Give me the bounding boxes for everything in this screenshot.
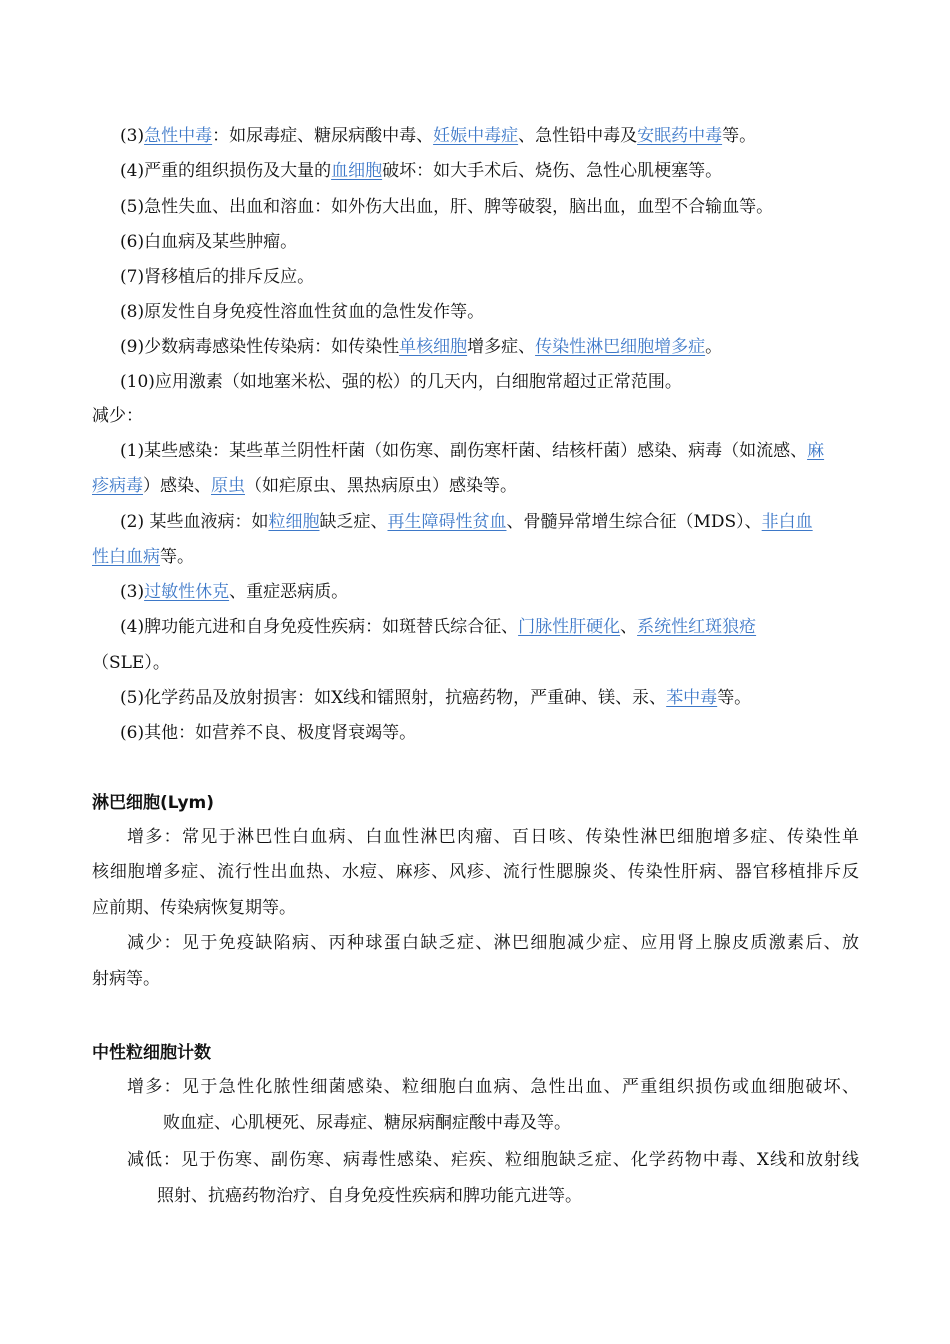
- link-anaphylactic-shock[interactable]: 过敏性休克: [144, 582, 230, 602]
- lymphocyte-increase-line3: 应前期、传染病恢复期等。: [92, 898, 296, 918]
- decrease-item-1-line2: 疹病毒）感染、原虫（如疟原虫、黑热病原虫）感染等。: [92, 476, 517, 496]
- link-aleukemic-part1[interactable]: 非白血: [761, 512, 813, 532]
- lymphocyte-decrease-line1: 减少：见于免疫缺陷病、丙种球蛋白缺乏症、淋巴细胞减少症、应用肾上腺皮质激素后、放: [127, 933, 859, 953]
- increase-item-9: (9)少数病毒感染性传染病：如传染性单核细胞增多症、传染性淋巴细胞增多症。: [120, 337, 723, 357]
- increase-item-8: (8)原发性自身免疫性溶血性贫血的急性发作等。: [120, 302, 485, 322]
- decrease-item-4-line1: (4)脾功能亢进和自身免疫性疾病：如斑替氏综合征、门脉性肝硬化、系统性红斑狼疮: [120, 617, 757, 637]
- link-benzene-poisoning[interactable]: 苯中毒: [666, 688, 718, 708]
- decrease-item-2-line1: (2) 某些血液病：如粒细胞缺乏症、再生障碍性贫血、骨髓异常增生综合征（MDS）、非白血: [120, 512, 813, 532]
- increase-item-10: (10)应用激素（如地塞米松、强的松）的几天内，白细胞常超过正常范围。: [120, 372, 682, 392]
- decrease-item-5: (5)化学药品及放射损害：如X线和镭照射，抗癌药物，严重砷、镁、汞、苯中毒等。: [120, 688, 752, 708]
- link-measles-virus-part1[interactable]: 麻: [807, 441, 825, 461]
- link-granulocyte[interactable]: 粒细胞: [268, 512, 320, 532]
- increase-item-4: (4)严重的组织损伤及大量的血细胞破坏：如大手术后、烧伤、急性心肌梗塞等。: [120, 161, 723, 181]
- link-portal-cirrhosis[interactable]: 门脉性肝硬化: [518, 617, 621, 637]
- link-blood-cells[interactable]: 血细胞: [331, 161, 383, 181]
- link-monocyte[interactable]: 单核细胞: [399, 337, 468, 357]
- link-acute-poisoning[interactable]: 急性中毒: [144, 126, 213, 146]
- neutrophil-increase-line2: 败血症、心肌梗死、尿毒症、糖尿病酮症酸中毒及等。: [163, 1113, 571, 1133]
- lymphocyte-decrease-line2: 射病等。: [92, 969, 160, 989]
- decrease-item-4-line2: （SLE）。: [92, 653, 170, 673]
- link-protozoa[interactable]: 原虫: [211, 476, 245, 496]
- link-measles-virus-part2[interactable]: 疹病毒: [92, 476, 143, 496]
- neutrophil-decrease-line1: 减低：见于伤寒、副伤寒、病毒性感染、疟疾、粒细胞缺乏症、化学药物中毒、X线和放射线: [127, 1150, 859, 1170]
- lymphocyte-increase-line2: 核细胞增多症、流行性出血热、水痘、麻疹、风疹、流行性腮腺炎、传染性肝病、器官移植排斥反: [92, 862, 859, 882]
- decrease-label: 减少：: [92, 406, 143, 426]
- link-aplastic-anemia[interactable]: 再生障碍性贫血: [387, 512, 507, 532]
- decrease-item-3: (3)过敏性休克、重症恶病质。: [120, 582, 349, 602]
- increase-item-6: (6)白血病及某些肿瘤。: [120, 232, 298, 252]
- decrease-item-1-line1: (1)某些感染：某些革兰阴性杆菌（如伤寒、副伤寒杆菌、结核杆菌）感染、病毒（如流感、麻: [120, 441, 825, 461]
- lymphocyte-increase-line1: 增多：常见于淋巴性白血病、白血性淋巴肉瘤、百日咳、传染性淋巴细胞增多症、传染性单: [127, 827, 859, 847]
- link-infectious-lymphocytosis[interactable]: 传染性淋巴细胞增多症: [535, 337, 706, 357]
- link-aleukemic-part2[interactable]: 性白血病: [92, 547, 160, 567]
- lymphocyte-heading: 淋巴细胞(Lym): [92, 793, 215, 813]
- neutrophil-increase-line1: 增多：见于急性化脓性细菌感染、粒细胞白血病、急性出血、严重组织损伤或血细胞破坏、: [127, 1077, 859, 1097]
- link-pregnancy-toxemia[interactable]: 妊娠中毒症: [433, 126, 519, 146]
- decrease-item-6: (6)其他：如营养不良、极度肾衰竭等。: [120, 723, 417, 743]
- increase-item-7: (7)肾移植后的排斥反应。: [120, 267, 315, 287]
- link-sle[interactable]: 系统性红斑狼疮: [637, 617, 757, 637]
- neutrophil-decrease-line2: 照射、抗癌药物治疗、自身免疫性疾病和脾功能亢进等。: [157, 1186, 582, 1206]
- increase-item-3: (3)急性中毒：如尿毒症、糖尿病酸中毒、妊娠中毒症、急性铅中毒及安眠药中毒等。: [120, 126, 757, 146]
- link-sedative-poisoning[interactable]: 安眠药中毒: [637, 126, 723, 146]
- increase-item-5: (5)急性失血、出血和溶血：如外伤大出血，肝、脾等破裂，脑出血，血型不合输血等。: [120, 197, 774, 217]
- neutrophil-heading: 中性粒细胞计数: [92, 1043, 211, 1063]
- decrease-item-2-line2: 性白血病等。: [92, 547, 194, 567]
